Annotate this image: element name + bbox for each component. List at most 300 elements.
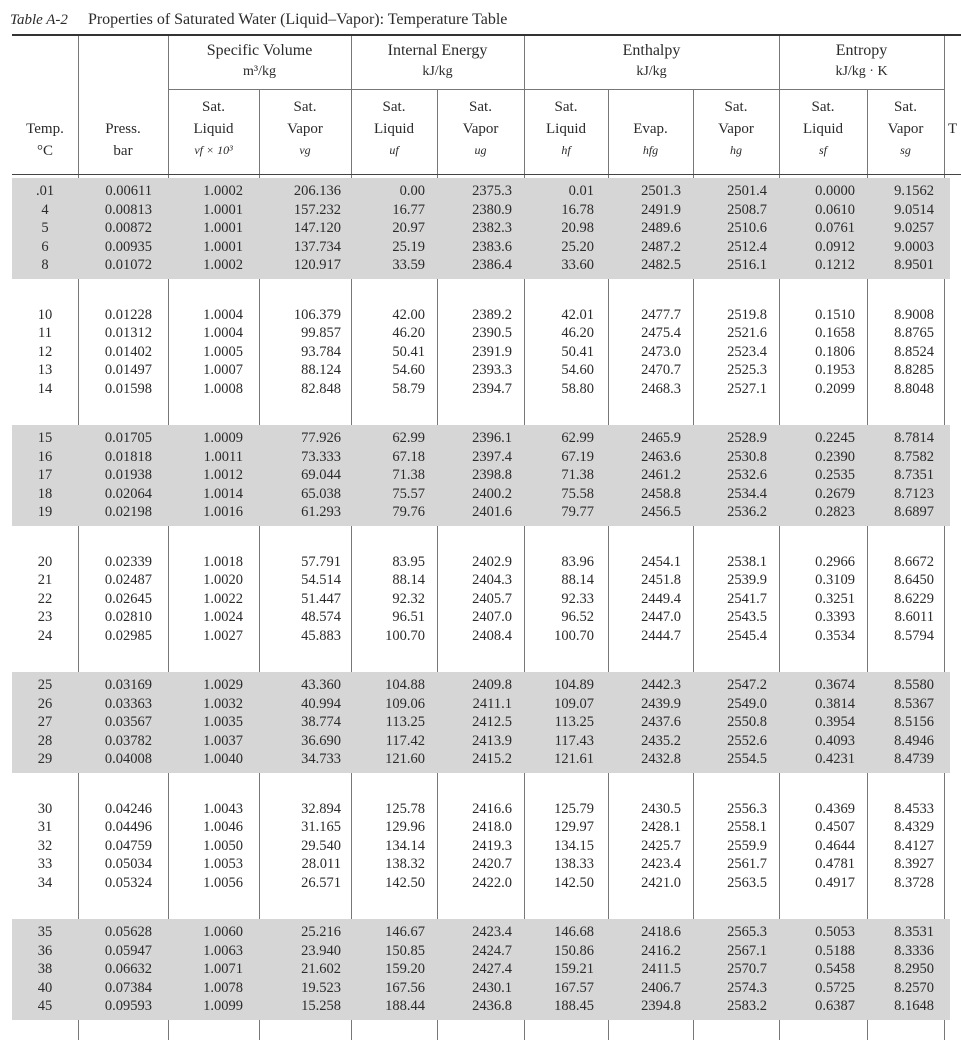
sg-cell: 8.3336 — [894, 942, 934, 959]
press-cell: 0.03363 — [104, 695, 152, 712]
hf-cell: 100.70 — [554, 627, 594, 644]
hfg-cell: 2418.6 — [641, 924, 681, 940]
hg-cell: 2532.6 — [727, 467, 767, 483]
sg-cell: 8.4946 — [894, 732, 934, 749]
sf-cell: 0.5053 — [815, 924, 855, 940]
uf-header-line1: Sat. — [382, 99, 406, 115]
hfg-cell: 2501.3 — [641, 183, 681, 199]
vf-header — [168, 96, 259, 172]
sg-header — [867, 96, 944, 172]
sg-cell: 8.8765 — [894, 325, 934, 341]
vg-cell: 26.571 — [301, 874, 341, 891]
table-row — [12, 923, 944, 942]
ug-header-symbol: ug — [474, 143, 487, 157]
hf-cell: 125.79 — [554, 800, 594, 817]
sf-cell: 0.2535 — [815, 467, 855, 483]
temp-cell: 38 — [37, 961, 53, 977]
hg-cell: 2519.8 — [727, 306, 767, 323]
hg-cell: 2527.1 — [727, 380, 767, 397]
temp-cell: 11 — [38, 325, 52, 341]
vf-cell: 1.0009 — [203, 430, 243, 446]
hfg-cell: 2458.8 — [641, 485, 681, 502]
press-cell: 0.00872 — [104, 220, 152, 236]
uf-cell: 92.32 — [392, 590, 425, 607]
hfg-cell: 2411.5 — [641, 961, 681, 977]
hfg-cell: 2435.2 — [641, 732, 681, 749]
hg-cell: 2583.2 — [727, 998, 767, 1014]
hg-cell: 2534.4 — [727, 485, 767, 502]
table-row — [12, 380, 944, 399]
specific-volume-name: Specific Volume — [206, 42, 313, 59]
temp-cell: 28 — [37, 732, 53, 749]
vf-cell: 1.0046 — [203, 819, 243, 835]
ug-cell: 2436.8 — [472, 998, 512, 1014]
uf-cell: 46.20 — [392, 325, 425, 341]
vf-cell: 1.0037 — [203, 732, 243, 749]
hfg-cell: 2451.8 — [641, 572, 681, 588]
ug-cell: 2382.3 — [472, 220, 512, 236]
sf-cell: 0.2099 — [815, 380, 855, 397]
uf-cell: 79.76 — [392, 504, 425, 520]
vg-cell: 45.883 — [301, 627, 341, 644]
vf-cell: 1.0020 — [203, 572, 243, 588]
sg-header-symbol: sg — [900, 143, 911, 157]
uf-cell: 159.20 — [385, 961, 425, 977]
hf-cell: 92.33 — [561, 590, 594, 607]
table-row — [12, 627, 944, 646]
uf-cell: 33.59 — [392, 257, 425, 273]
table-row — [12, 997, 944, 1016]
temp-cell: 34 — [37, 874, 53, 891]
table-row — [12, 695, 944, 714]
saturated-water-table — [12, 34, 961, 1044]
vg-cell: 23.940 — [301, 942, 341, 959]
table-row — [12, 485, 944, 504]
table-row — [12, 855, 944, 874]
hf-cell: 129.97 — [554, 819, 594, 835]
uf-cell: 104.88 — [385, 677, 425, 693]
press-cell: 0.02985 — [104, 627, 152, 644]
hf-cell: 79.77 — [561, 504, 594, 520]
hg-cell: 2516.1 — [727, 257, 767, 273]
hf-cell: 88.14 — [561, 572, 594, 588]
group-underline — [524, 89, 779, 90]
sg-cell: 8.6011 — [894, 609, 934, 625]
press-cell: 0.01705 — [104, 430, 152, 446]
hf-cell: 138.33 — [554, 856, 594, 872]
ug-cell: 2389.2 — [472, 306, 512, 323]
hg-header-line2: Vapor — [718, 121, 754, 137]
ug-cell: 2394.7 — [472, 380, 512, 397]
press-header-label: Press. — [105, 121, 141, 137]
table-row — [12, 960, 944, 979]
press-cell: 0.00611 — [105, 183, 152, 199]
hf-header-line2: Liquid — [546, 121, 586, 137]
uf-cell: 0.00 — [399, 183, 425, 199]
ug-cell: 2391.9 — [472, 343, 512, 360]
internal-energy-header — [351, 40, 524, 86]
table-row — [12, 324, 944, 343]
table-label: Table A-2 — [10, 12, 68, 28]
temp-cell: 40 — [37, 979, 53, 996]
temp-cell: 35 — [37, 924, 53, 940]
sf-cell: 0.1953 — [815, 362, 855, 378]
entropy-name: Entropy — [835, 42, 888, 59]
hfg-cell: 2444.7 — [641, 627, 681, 644]
uf-cell: 167.56 — [385, 979, 425, 996]
hfg-cell: 2468.3 — [641, 380, 681, 397]
entropy-header — [779, 40, 944, 86]
sg-cell: 8.3927 — [894, 856, 934, 872]
vf-cell: 1.0005 — [203, 343, 243, 360]
vf-cell: 1.0040 — [203, 751, 243, 767]
hf-cell: 150.86 — [554, 942, 594, 959]
vg-cell: 157.232 — [293, 201, 341, 218]
sf-cell: 0.0610 — [815, 201, 855, 218]
vf-cell: 1.0099 — [203, 998, 243, 1014]
vg-cell: 65.038 — [301, 485, 341, 502]
sf-cell: 0.0761 — [815, 220, 855, 236]
table-row — [12, 553, 944, 572]
temp-cell: 6 — [41, 238, 49, 255]
hfg-header — [608, 96, 693, 172]
press-cell: 0.02645 — [104, 590, 152, 607]
temp-cell: 19 — [37, 504, 53, 520]
uf-cell: 88.14 — [392, 572, 425, 588]
uf-cell: 134.14 — [385, 837, 425, 854]
vg-cell: 34.733 — [301, 751, 341, 767]
sf-cell: 0.4781 — [815, 856, 855, 872]
uf-cell: 25.19 — [392, 238, 425, 255]
ug-header-line1: Sat. — [469, 99, 492, 115]
hfg-cell: 2470.7 — [641, 362, 681, 378]
vf-cell: 1.0001 — [203, 238, 243, 255]
vg-cell: 54.514 — [301, 572, 341, 588]
uf-cell: 20.97 — [392, 220, 425, 236]
temp-cell: 23 — [37, 609, 53, 625]
sf-cell: 0.4369 — [815, 800, 855, 817]
vf-header-symbol: vf × 10³ — [194, 143, 233, 157]
vf-cell: 1.0032 — [203, 695, 243, 712]
sf-cell: 0.3674 — [815, 677, 855, 693]
sf-cell: 0.3814 — [815, 695, 855, 712]
hfg-cell: 2463.6 — [641, 448, 681, 465]
sg-cell: 8.3728 — [894, 874, 934, 891]
press-cell: 0.05324 — [104, 874, 152, 891]
hg-cell: 2539.9 — [727, 572, 767, 588]
sg-cell: 8.5794 — [894, 627, 934, 644]
vf-cell: 1.0002 — [203, 183, 243, 199]
sg-cell: 8.7814 — [894, 430, 934, 446]
vg-cell: 25.216 — [301, 924, 341, 940]
temp-header-label: Temp. — [26, 121, 64, 137]
vf-cell: 1.0011 — [203, 448, 243, 465]
sf-cell: 0.3251 — [815, 590, 855, 607]
ug-cell: 2418.0 — [472, 819, 512, 835]
ug-cell: 2400.2 — [472, 485, 512, 502]
vf-cell: 1.0001 — [203, 220, 243, 236]
uf-cell: 142.50 — [385, 874, 425, 891]
hg-cell: 2521.6 — [727, 325, 767, 341]
hfg-cell: 2394.8 — [641, 998, 681, 1014]
press-header — [78, 118, 168, 170]
ug-cell: 2402.9 — [472, 553, 512, 570]
table-title: Properties of Saturated Water (Liquid–Vapor): Temperature Table — [87, 11, 508, 28]
table-row — [12, 979, 944, 998]
sg-cell: 8.9501 — [894, 257, 934, 273]
hfg-header-line2: Evap. — [633, 121, 668, 137]
vg-cell: 51.447 — [301, 590, 341, 607]
vg-cell: 88.124 — [301, 362, 341, 378]
hf-cell: 25.20 — [561, 238, 594, 255]
uf-cell: 146.67 — [385, 924, 425, 940]
uf-cell: 50.41 — [392, 343, 425, 360]
hg-cell: 2558.1 — [727, 819, 767, 835]
uf-cell: 42.00 — [392, 306, 425, 323]
ug-cell: 2383.6 — [472, 238, 512, 255]
vg-cell: 19.523 — [301, 979, 341, 996]
sg-cell: 8.5156 — [894, 714, 934, 730]
table-row — [12, 713, 944, 732]
press-cell: 0.01818 — [104, 448, 152, 465]
hfg-cell: 2487.2 — [641, 238, 681, 255]
vf-cell: 1.0012 — [203, 467, 243, 483]
temp-cell: 22 — [37, 590, 53, 607]
hg-cell: 2561.7 — [727, 856, 767, 872]
hfg-cell: 2423.4 — [641, 856, 681, 872]
hf-cell: 54.60 — [561, 362, 594, 378]
vf-cell: 1.0007 — [203, 362, 243, 378]
sg-cell: 8.4739 — [894, 751, 934, 767]
vf-cell: 1.0002 — [203, 257, 243, 273]
hf-cell: 50.41 — [561, 343, 594, 360]
temp-cell: 25 — [37, 677, 53, 693]
vg-cell: 69.044 — [301, 467, 341, 483]
press-cell: 0.00935 — [104, 238, 152, 255]
sf-cell: 0.4917 — [815, 874, 855, 891]
hf-header-symbol: hf — [561, 143, 571, 157]
uf-cell: 75.57 — [392, 485, 425, 502]
temp-cell: 16 — [37, 448, 53, 465]
hfg-cell: 2421.0 — [641, 874, 681, 891]
hf-cell: 134.15 — [554, 837, 594, 854]
sg-cell: 8.3531 — [894, 924, 934, 940]
vf-cell: 1.0016 — [203, 504, 243, 520]
next-column-header-label: T — [948, 121, 958, 137]
sf-cell: 0.5725 — [815, 979, 855, 996]
sg-cell: 9.0257 — [894, 220, 934, 236]
ug-cell: 2413.9 — [472, 732, 512, 749]
hg-cell: 2523.4 — [727, 343, 767, 360]
uf-cell: 188.44 — [385, 998, 425, 1014]
press-cell: 0.01312 — [104, 325, 152, 341]
hg-cell: 2543.5 — [727, 609, 767, 625]
table-row — [12, 343, 944, 362]
hg-cell: 2536.2 — [727, 504, 767, 520]
sf-cell: 0.3534 — [815, 627, 855, 644]
ug-header-line2: Vapor — [462, 121, 499, 137]
ug-cell: 2420.7 — [472, 856, 512, 872]
hf-cell: 33.60 — [561, 257, 594, 273]
hf-cell: 62.99 — [561, 430, 594, 446]
ug-cell: 2411.1 — [472, 695, 512, 712]
vf-cell: 1.0004 — [203, 325, 243, 341]
table-row — [12, 429, 944, 448]
vg-header-symbol: vg — [299, 143, 311, 157]
hf-cell: 46.20 — [561, 325, 594, 341]
sf-cell: 0.3393 — [815, 609, 855, 625]
press-cell: 0.01072 — [104, 257, 152, 273]
press-cell: 0.04759 — [104, 837, 152, 854]
hf-cell: 117.43 — [554, 732, 594, 749]
temp-cell: 8 — [41, 257, 49, 273]
uf-cell: 121.60 — [385, 751, 425, 767]
ug-cell: 2430.1 — [472, 979, 512, 996]
temp-cell: 29 — [37, 751, 53, 767]
vf-cell: 1.0071 — [203, 961, 243, 977]
uf-cell: 96.51 — [392, 609, 425, 625]
uf-header-symbol: uf — [389, 143, 399, 157]
ug-cell: 2390.5 — [472, 325, 512, 341]
press-cell: 0.03782 — [104, 732, 152, 749]
table-row — [12, 750, 944, 769]
sf-cell: 0.2245 — [815, 430, 855, 446]
hg-cell: 2563.5 — [727, 874, 767, 891]
vf-cell: 1.0018 — [203, 553, 243, 570]
temp-cell: 12 — [37, 343, 53, 360]
sf-header — [779, 96, 867, 172]
press-cell: 0.03169 — [104, 677, 152, 693]
hg-cell: 2570.7 — [727, 961, 767, 977]
uf-cell: 109.06 — [385, 695, 425, 712]
hf-cell: 71.38 — [561, 467, 594, 483]
table-row — [12, 590, 944, 609]
vf-cell: 1.0056 — [203, 874, 243, 891]
hg-cell: 2541.7 — [727, 590, 767, 607]
ug-header — [437, 96, 524, 172]
uf-header — [351, 96, 437, 172]
uf-cell: 138.32 — [385, 856, 425, 872]
table-row — [12, 219, 944, 238]
press-cell: 0.03567 — [104, 714, 152, 730]
vg-cell: 48.574 — [301, 609, 341, 625]
table-row — [12, 942, 944, 961]
vf-cell: 1.0035 — [203, 714, 243, 730]
press-cell: 0.05628 — [104, 924, 152, 940]
sg-cell: 8.8524 — [894, 343, 934, 360]
vg-cell: 106.379 — [293, 306, 341, 323]
temp-cell: 4 — [41, 201, 49, 218]
sg-header-line2: Vapor — [887, 121, 924, 137]
hf-cell: 96.52 — [561, 609, 594, 625]
hf-cell: 121.61 — [554, 751, 594, 767]
ug-cell: 2427.4 — [472, 961, 512, 977]
hg-cell: 2538.1 — [727, 553, 767, 570]
ug-cell: 2380.9 — [472, 201, 512, 218]
vg-header-line1: Sat. — [293, 99, 317, 115]
sg-cell: 8.6672 — [894, 553, 934, 570]
hfg-cell: 2477.7 — [641, 306, 681, 323]
hf-header-line1: Sat. — [554, 99, 578, 115]
temp-cell: 45 — [37, 998, 53, 1014]
vg-cell: 36.690 — [301, 732, 341, 749]
temp-cell: 36 — [37, 942, 53, 959]
ug-cell: 2398.8 — [472, 467, 512, 483]
vg-cell: 82.848 — [301, 380, 341, 397]
sf-cell: 0.6387 — [815, 998, 855, 1014]
vf-cell: 1.0024 — [203, 609, 243, 625]
table-row — [12, 503, 944, 522]
temp-cell: 18 — [37, 485, 53, 502]
hg-cell: 2510.6 — [727, 220, 767, 236]
ug-cell: 2416.6 — [472, 800, 512, 817]
hg-cell: 2545.4 — [727, 627, 767, 644]
press-cell: 0.02339 — [104, 553, 152, 570]
vf-cell: 1.0060 — [203, 924, 243, 940]
vf-cell: 1.0008 — [203, 380, 243, 397]
press-cell: 0.01228 — [104, 306, 152, 323]
sg-cell: 9.0514 — [894, 201, 934, 218]
table-row — [12, 676, 944, 695]
hf-cell: 167.57 — [554, 979, 594, 996]
hfg-cell: 2406.7 — [641, 979, 681, 996]
table-row — [12, 818, 944, 837]
sf-cell: 0.4507 — [815, 819, 855, 835]
vg-cell: 43.360 — [301, 677, 341, 693]
ug-cell: 2409.8 — [472, 677, 512, 693]
vf-cell: 1.0027 — [203, 627, 243, 644]
ug-cell: 2396.1 — [472, 430, 512, 446]
vg-cell: 73.333 — [301, 448, 341, 465]
hf-header — [524, 96, 608, 172]
uf-cell: 117.42 — [385, 732, 425, 749]
vg-cell: 29.540 — [301, 837, 341, 854]
temp-cell: .01 — [35, 183, 55, 199]
vf-cell: 1.0078 — [203, 979, 243, 996]
sg-cell: 8.4533 — [894, 800, 934, 817]
table-row — [12, 201, 944, 220]
sg-cell: 8.7582 — [894, 448, 934, 465]
sf-cell: 0.5188 — [815, 942, 855, 959]
table-row — [12, 732, 944, 751]
ug-cell: 2386.4 — [472, 257, 512, 273]
hf-cell: 188.45 — [554, 998, 594, 1014]
hg-cell: 2554.5 — [727, 751, 767, 767]
vg-cell: 147.120 — [293, 220, 341, 236]
temp-cell: 33 — [37, 856, 53, 872]
hfg-cell: 2449.4 — [641, 590, 681, 607]
sf-cell: 0.1510 — [815, 306, 855, 323]
internal-energy-name: Internal Energy — [387, 42, 488, 59]
sf-header-symbol: sf — [818, 143, 827, 157]
sg-cell: 9.1562 — [894, 183, 934, 199]
ug-cell: 2424.7 — [472, 942, 512, 959]
sg-cell: 8.7351 — [894, 467, 934, 483]
table-caption — [10, 8, 507, 32]
hg-cell: 2530.8 — [727, 448, 767, 465]
enthalpy-name: Enthalpy — [622, 42, 681, 59]
hg-cell: 2574.3 — [727, 979, 767, 996]
specific-volume-unit: m³/kg — [243, 64, 276, 79]
hf-cell: 67.19 — [561, 448, 594, 465]
temp-cell: 14 — [37, 380, 53, 397]
sf-cell: 0.2390 — [815, 448, 855, 465]
hg-cell: 2512.4 — [727, 238, 767, 255]
vg-cell: 61.293 — [301, 504, 341, 520]
table-row — [12, 306, 944, 325]
uf-cell: 54.60 — [392, 362, 425, 378]
hf-cell: 20.98 — [561, 220, 594, 236]
